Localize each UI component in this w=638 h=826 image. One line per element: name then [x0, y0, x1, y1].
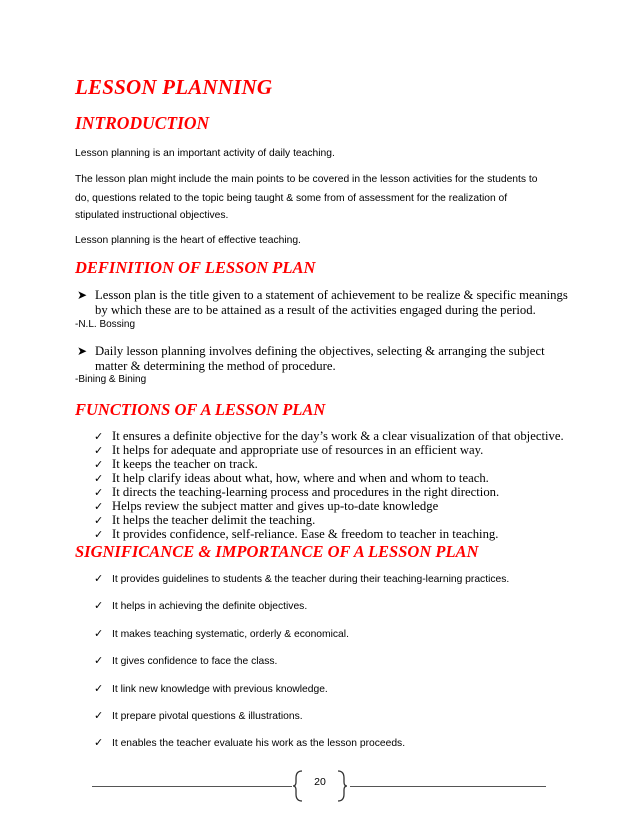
introduction-heading: INTRODUCTION: [75, 113, 210, 133]
intro-paragraph-3: Lesson planning is the heart of effective teaching.: [75, 235, 301, 246]
list-item-text: It help clarify ideas about what, how, where and when and whom to teach.: [112, 471, 489, 485]
list-item-text: It keeps the teacher on track.: [112, 457, 258, 471]
list-item: [94, 709, 509, 736]
list-item: [94, 457, 564, 471]
checkmark-icon: ✓: [94, 737, 104, 750]
checkmark-icon: ✓: [94, 431, 104, 443]
list-item: [94, 654, 509, 681]
list-item-text: It provides guidelines to students & the teacher during their teaching-learning practices.: [112, 574, 510, 585]
list-item-text: It ensures a definite objective for the day’s work & a clear visualization of that objective.: [112, 429, 564, 443]
significance-heading: SIGNIFICANCE & IMPORTANCE OF A LESSON PLAN: [75, 542, 479, 561]
footer-rule-right: [350, 786, 546, 787]
page-number: 20: [314, 776, 326, 788]
list-item-text: It prepare pivotal questions & illustrations.: [112, 710, 303, 722]
list-item-text: It helps the teacher delimit the teaching.: [112, 513, 316, 527]
checkmark-icon: ✓: [94, 600, 104, 613]
checkmark-icon: ✓: [94, 529, 104, 541]
list-item-text: It makes teaching systematic, orderly & economical.: [112, 628, 349, 640]
definition-author: -Bining & Bining: [75, 374, 147, 385]
arrow-bullet-icon: ➤: [77, 288, 88, 302]
significance-list: [94, 572, 509, 764]
footer-rule-left: [92, 786, 292, 787]
checkmark-icon: ✓: [94, 515, 104, 527]
intro-paragraph-2-line-1: The lesson plan might include the main points to be covered in the lesson activities for the students to: [75, 174, 538, 185]
checkmark-icon: ✓: [94, 473, 104, 485]
list-item: [94, 429, 564, 443]
definition-author: -N.L. Bossing: [75, 319, 136, 330]
checkmark-icon: ✓: [94, 709, 104, 722]
intro-paragraph-2-line-3: stipulated instructional objectives.: [75, 210, 229, 221]
list-item-text: It provides confidence, self-reliance. Ease & freedom to teacher in teaching.: [112, 527, 499, 541]
list-item-text: Helps review the subject matter and gives up-to-date knowledge: [112, 499, 439, 513]
list-item: [94, 499, 564, 513]
list-item-text: It helps in achieving the definite objectives.: [112, 601, 308, 613]
checkmark-icon: ✓: [94, 573, 104, 585]
checkmark-icon: ✓: [94, 459, 104, 471]
definition-text: Lesson plan is the title given to a statement of achievement to be realize & specific meanings by which these are to be attained as a result of the activities engaged during the period.: [95, 288, 568, 317]
list-item: [94, 736, 509, 763]
checkmark-icon: ✓: [94, 655, 104, 668]
definition-item: [75, 288, 575, 318]
list-item: [94, 599, 509, 626]
functions-list: [94, 429, 564, 541]
arrow-bullet-icon: ➤: [77, 344, 88, 358]
checkmark-icon: ✓: [94, 487, 104, 499]
list-item: [94, 682, 509, 709]
checkmark-icon: ✓: [94, 627, 104, 640]
checkmark-icon: ✓: [94, 682, 104, 695]
list-item-text: It gives confidence to face the class.: [112, 656, 278, 668]
list-item-text: It helps for adequate and appropriate use of resources in an efficient way.: [112, 443, 484, 457]
intro-paragraph-1: Lesson planning is an important activity of daily teaching.: [75, 148, 335, 159]
list-item: [94, 485, 564, 499]
list-item: [94, 572, 509, 599]
definition-item: [75, 344, 575, 374]
definition-text: Daily lesson planning involves defining the objectives, selecting & arranging the subject matter & determining the method of procedure.: [95, 344, 545, 373]
list-item: [94, 527, 564, 541]
list-item-text: It enables the teacher evaluate his work as the lesson proceeds.: [112, 738, 406, 750]
definition-heading: DEFINITION OF LESSON PLAN: [75, 258, 316, 277]
list-item: [94, 471, 564, 485]
list-item: [94, 627, 509, 654]
functions-heading: FUNCTIONS OF A LESSON PLAN: [75, 400, 326, 419]
intro-paragraph-2-line-2: do, questions related to the topic being taught & some from of assessment for the realization of: [75, 193, 508, 204]
page-title: LESSON PLANNING: [75, 75, 273, 99]
checkmark-icon: ✓: [94, 501, 104, 513]
list-item-text: It directs the teaching-learning process and procedures in the right direction.: [112, 485, 500, 499]
checkmark-icon: ✓: [94, 445, 104, 457]
list-item: [94, 513, 564, 527]
list-item: [94, 443, 564, 457]
list-item-text: It link new knowledge with previous knowledge.: [112, 683, 328, 695]
